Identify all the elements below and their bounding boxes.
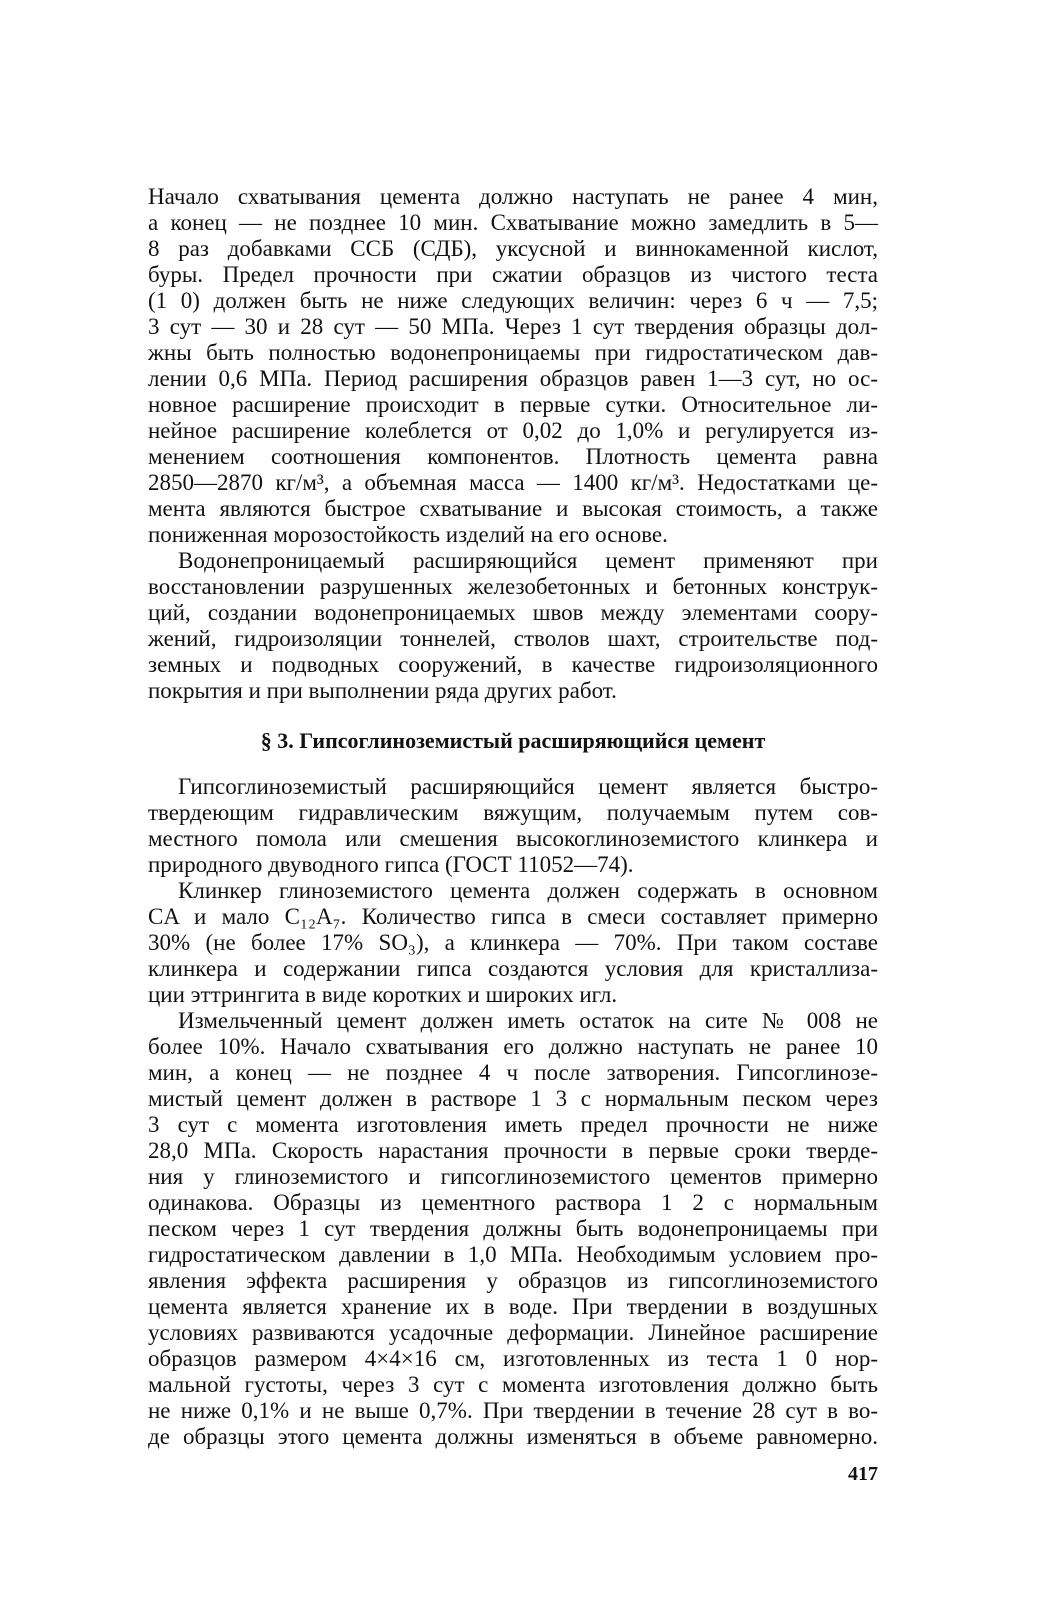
text-line: нейное расширение колеблется от 0,02 до 1,0% и регулируется из- [148, 418, 878, 443]
text-line: Начало схватывания цемента должно наступать не ранее 4 мин, [148, 184, 878, 209]
text-line: мальной густоты, через 3 сут с момента изготовления должно быть [148, 1372, 878, 1397]
text-line: образцов размером 4×4×16 см, изготовленных из теста 1 0 нор- [148, 1346, 878, 1371]
text-line: 28,0 МПа. Скорость нарастания прочности в первые сроки тверде- [148, 1138, 878, 1163]
text-line: 2850—2870 кг/м³, а объемная масса — 1400 кг/м³. Недостатками це- [148, 470, 878, 495]
text-line: Клинкер глиноземистого цемента должен содержать в основном [178, 878, 878, 903]
text-line: (1 0) должен быть не ниже следующих величин: через 6 ч — 7,5; [148, 288, 878, 313]
text-line: а конец — не позднее 10 мин. Схватывание можно замедлить в 5— [148, 210, 878, 235]
text-line: ций, создании водонепроницаемых швов между элементами соору- [148, 600, 878, 625]
text-line: гидростатическом давлении в 1,0 МПа. Необходимым условием про- [148, 1242, 878, 1267]
text-line: более 10%. Начало схватывания его должно наступать не ранее 10 [148, 1034, 878, 1059]
text-line: Измельченный цемент должен иметь остаток на сите № 008 не [178, 1008, 878, 1033]
text-line: 3 сут — 30 и 28 сут — 50 МПа. Через 1 сут твердения образцы дол- [148, 314, 878, 339]
text-line: восстановлении разрушенных железобетонных и бетонных конструк- [148, 574, 878, 599]
text-line: ния у глиноземистого и гипсоглиноземистого цементов примерно [148, 1164, 878, 1189]
text-line: ции эттрингита в виде коротких и широких игл. [148, 982, 618, 1007]
text-line: природного двуводного гипса (ГОСТ 11052—74). [148, 852, 634, 877]
text-line: мин, а конец — не позднее 4 ч после затворения. Гипсоглинозе- [148, 1060, 878, 1085]
text-line: покрытия и при выполнении ряда других работ. [148, 678, 617, 703]
text-line: 30% (не более 17% SO₃), а клинкера — 70%. При таком составе [148, 930, 878, 955]
text-line: лении 0,6 МПа. Период расширения образцов равен 1—3 сут, но ос- [148, 366, 878, 391]
text-line: Водонепроницаемый расширяющийся цемент применяют при [178, 548, 878, 573]
text-line: мента являются быстрое схватывание и высокая стоимость, а также [148, 496, 878, 521]
text-line: песком через 1 сут твердения должны быть водонепроницаемы при [148, 1216, 878, 1241]
text-line: клинкера и содержании гипса создаются условия для кристаллиза- [148, 956, 878, 981]
text-line: буры. Предел прочности при сжатии образцов из чистого теста [148, 262, 878, 287]
text-line: жны быть полностью водонепроницаемы при гидростатическом дав- [148, 340, 878, 365]
text-line: не ниже 0,1% и не выше 0,7%. При твердении в течение 28 сут в во- [148, 1398, 878, 1423]
text-line: 3 сут с момента изготовления иметь предел прочности не ниже [148, 1112, 878, 1137]
section-heading: § 3. Гипсоглиноземистый расширяющийся цемент [260, 728, 766, 753]
page-number: 417 [848, 1463, 878, 1485]
text-line: жений, гидроизоляции тоннелей, стволов шахт, строительстве под- [148, 626, 878, 651]
text-line: CA и мало C₁₂A₇. Количество гипса в смеси составляет примерно [148, 904, 878, 929]
text-line: земных и подводных сооружений, в качестве гидроизоляционного [148, 652, 878, 677]
text-line: Гипсоглиноземистый расширяющийся цемент является быстро- [178, 774, 878, 799]
text-line: 8 раз добавками ССБ (СДБ), уксусной и виннокаменной кислот, [148, 236, 878, 261]
text-line: новное расширение происходит в первые сутки. Относительное ли- [148, 392, 878, 417]
text-line: твердеющим гидравлическим вяжущим, получаемым путем сов- [148, 800, 878, 825]
text-line: цемента является хранение их в воде. При твердении в воздушных [148, 1294, 878, 1319]
text-line: условиях развиваются усадочные деформации. Линейное расширение [148, 1320, 878, 1345]
text-line: пониженная морозостойкость изделий на его основе. [148, 522, 668, 547]
text-line: местного помола или смешения высокоглиноземистого клинкера и [148, 826, 878, 851]
text-line: де образцы этого цемента должны изменяться в объеме равномерно. [148, 1424, 878, 1449]
text-line: одинакова. Образцы из цементного раствора 1 2 с нормальным [148, 1190, 878, 1215]
text-line: явления эффекта расширения у образцов из гипсоглиноземистого [148, 1268, 878, 1293]
text-line: менением соотношения компонентов. Плотность цемента равна [148, 444, 878, 469]
text-line: мистый цемент должен в растворе 1 3 с нормальным песком через [148, 1086, 878, 1111]
